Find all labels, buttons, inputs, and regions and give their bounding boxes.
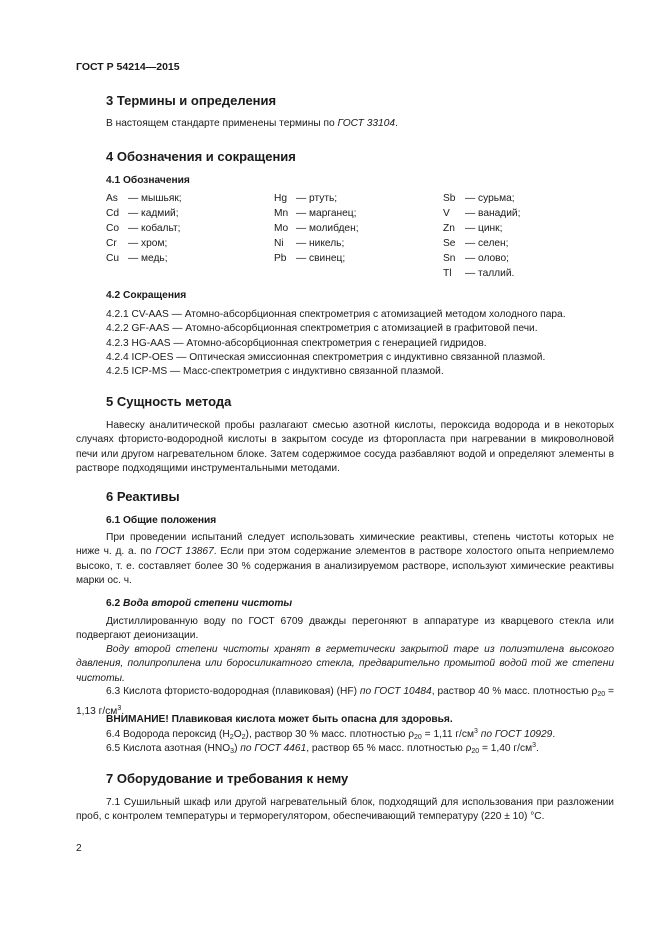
element-symbol: Sn <box>443 253 456 264</box>
element-symbol: Hg <box>274 193 288 204</box>
symbol-entry <box>106 223 180 234</box>
section-3-title: 3 Термины и определения <box>106 93 277 108</box>
element-name: — таллий. <box>465 268 515 279</box>
symbol-entry <box>443 223 502 234</box>
element-name: — свинец; <box>296 253 346 264</box>
element-name: — никель; <box>296 238 345 249</box>
abbreviation-item: 4.2.3 HG-AAS — Атомно-абсорбционная спектрометрия с генерацией гидридов. <box>106 337 487 349</box>
element-symbol: V <box>443 208 450 219</box>
element-name: — сурьма; <box>465 193 515 204</box>
element-symbol: Zn <box>443 223 455 234</box>
section-5-title: 5 Сущность метода <box>106 394 232 409</box>
symbol-entry <box>274 238 344 249</box>
element-name: — ванадий; <box>465 208 521 219</box>
element-name: — марганец; <box>296 208 357 219</box>
abbreviation-item: 4.2.2 GF-AAS — Атомно-абсорбционная спектрометрия с атомизацией в графитовой печи. <box>106 323 538 335</box>
document-header: ГОСТ Р 54214—2015 <box>76 61 180 73</box>
symbol-entry <box>274 208 356 219</box>
element-symbol: Co <box>106 223 120 234</box>
element-symbol: As <box>106 193 118 204</box>
section-6-1-title: 6.1 Общие положения <box>106 515 217 526</box>
element-symbol: Mo <box>274 223 289 234</box>
element-name: — молибден; <box>296 223 359 234</box>
element-symbol: Ni <box>274 238 284 249</box>
element-symbol: Cd <box>106 208 120 219</box>
element-symbol: Sb <box>443 193 456 204</box>
symbol-entry <box>443 253 509 264</box>
element-name: — хром; <box>128 238 168 249</box>
symbol-entry <box>274 253 345 264</box>
abbreviation-item: 4.2.5 ICP-MS — Масс-спектрометрия с индуктивно связанной плазмой. <box>106 366 444 378</box>
element-name: — олово; <box>465 253 509 264</box>
section-6-title: 6 Реактивы <box>106 489 180 504</box>
symbol-entry <box>106 193 182 204</box>
element-name: — мышьяк; <box>128 193 182 204</box>
section-6-5-text: 6.5 Кислота азотная $(HNO_3)$ по ГОСТ 4461, раствор 65 % масс. плотностью $\rho_{20} = 1,40$ $г/см^3$. <box>106 742 539 755</box>
page-number: 2 <box>76 843 82 854</box>
section-6-4-text: 6.4 Водорода пероксид $(H_2O_2)$, раствор 30 % масс. плотностью $\rho_{20} = 1,11$ $г/см^3$ по ГОСТ 10929. <box>106 728 556 741</box>
element-name: — селен; <box>465 238 509 249</box>
section-4-1-title: 4.1 Обозначения <box>106 175 190 186</box>
symbol-entry <box>274 193 337 204</box>
section-6-2-storage-text: Воду второй степени чистоты хранят в герметически закрытой таре из полиэтилена высокого давления, полипропилена или боросиликатного стекла, предварительно промытой водой той же степени чистоты. <box>76 644 614 684</box>
element-symbol: Tl <box>443 268 452 279</box>
section-3-text: В настоящем стандарте применены термины по ГОСТ 33104. <box>106 118 398 129</box>
element-name: — ртуть; <box>296 193 338 204</box>
section-5-text: Навеску аналитической пробы разлагают смесью азотной кислоты, пероксида водорода и в некоторых случаях фтористо-водородной кислоты в закрытом сосуде из фторопласта при нагревании в микроволновой печи или другом нагревательном блоке. Затем содержимое сосуда разбавляют водой и определяют элементы в растворе подходящими инструментальными методами. <box>76 420 614 474</box>
warning-text: ВНИМАНИЕ! Плавиковая кислота может быть опасна для здоровья. <box>106 714 453 725</box>
symbol-entry <box>443 238 509 249</box>
element-name: — кобальт; <box>128 223 181 234</box>
element-symbol: Se <box>443 238 456 249</box>
symbol-entry <box>443 268 514 279</box>
section-6-2-text: Дистиллированную воду по ГОСТ 6709 дважды перегоняют в аппаратуре из кварцевого стекла или подвергают деионизации. <box>76 616 614 642</box>
section-4-2-title: 4.2 Сокращения <box>106 290 187 301</box>
element-name: — кадмий; <box>128 208 179 219</box>
symbol-entry <box>274 223 359 234</box>
element-name: — медь; <box>128 253 168 264</box>
section-7-text: 7.1 Сушильный шкаф или другой нагревательный блок, подходящий для использования при разложении проб, с контролем температуры и терморегулятором, обеспечивающий температуру (220 ± 10) °С. <box>76 797 614 823</box>
section-4-title: 4 Обозначения и сокращения <box>106 149 296 164</box>
section-7-title: 7 Оборудование и требования к нему <box>106 771 349 786</box>
abbreviation-item: 4.2.1 CV-AAS — Атомно-абсорбционная спектрометрия с атомизацией методом холодного пара. <box>106 309 566 320</box>
element-name: — цинк; <box>465 223 503 234</box>
section-6-1-text: При проведении испытаний следует использовать химические реактивы, степень чистоты которых не ниже ч. д. а. по ГОСТ 13867. Если при этом содержание элементов в растворе холостого опыта неприемлемо высоко, т. е. составляет более 30 % содержания в анализируемом растворе, используют химические реактивы марки ос. ч. <box>76 532 614 586</box>
element-symbol: Cu <box>106 253 120 264</box>
element-symbol: Cr <box>106 238 117 249</box>
symbol-entry <box>106 253 168 264</box>
symbol-entry <box>106 208 179 219</box>
abbreviation-item: 4.2.4 ICP-OES — Оптическая эмиссионная спектрометрия с индуктивно связанной плазмой. <box>106 351 546 363</box>
symbol-entry <box>443 193 515 204</box>
element-symbol: Mn <box>274 208 289 219</box>
symbol-entry <box>443 208 520 219</box>
element-symbol: Pb <box>274 253 287 264</box>
symbol-entry <box>106 238 167 249</box>
section-6-3-text: 6.3 Кислота фтористо-водородная (плавиковая) (HF) по ГОСТ 10484, раствор 40 % масс. плотностью $\rho_{20} = 1,13$ $г/см^3$. <box>76 686 615 718</box>
section-6-2-title: 6.2 Вода второй степени чистоты <box>106 598 293 609</box>
